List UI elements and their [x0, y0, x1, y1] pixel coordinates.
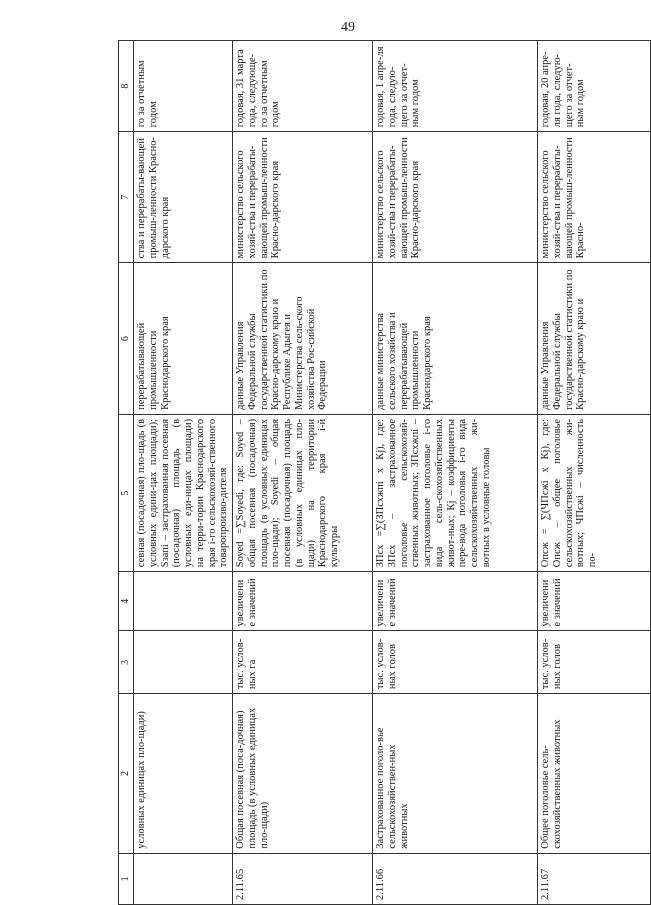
row-number-cell: 2.11.66 [373, 853, 538, 904]
trend-cell: увеличение значений [233, 572, 373, 631]
responsible-cell: министерство сельского хозяй-ства и перерабаты-вающей промыш-ленности Красно- [538, 132, 651, 263]
formula-cell: Опсж = ∑(ЧПсжi x Кj), где: Опсж – общее поголовье сельскохозяйственных жи-вотных; ЧПсжi – численность по- [538, 414, 651, 571]
unit-cell: тыс. услов-ных голов [373, 631, 538, 694]
source-cell: данные министерства сельского хозяйства и перерабатывающей промышленности Краснодарского края [373, 263, 538, 415]
indicator-name-cell: Общее поголовье сель-скохозяйственных животных [538, 694, 651, 854]
periodicity-cell: годовая, 20 апре-ля года, следую-щего за отчет-ным годом [538, 41, 651, 132]
header-cell: 6 [119, 263, 134, 415]
indicator-table-frame [118, 40, 598, 905]
source-cell: перерабатывающей промышленности Краснодарского края [134, 263, 233, 415]
header-cell: 1 [119, 853, 134, 904]
header-cell: 8 [119, 41, 134, 132]
unit-cell: тыс. услов-ных голов [538, 631, 651, 694]
source-cell: данные Управления Федеральной службы государственной статистики по Красно-дарскому краю и [538, 263, 651, 415]
formula-cell: Sоуеd =∑Sоуеdi, где: Sоуеd – общая посевная (посадочная) площадь (в условных единицах пло-щади); Sоуеdi – общая посевная (посадочная) площадь (в условных единицах пло-щади) на территории Краснодарского края i-й культуры [233, 414, 373, 571]
rotated-table [118, 40, 598, 905]
periodicity-cell: го за отчетным годом [134, 41, 233, 132]
table-row [233, 41, 373, 905]
trend-cell: увеличение значений [538, 572, 651, 631]
indicator-name-cell: Общая посевная (поса-дочная) площадь (в условных единицах пло-щади) [233, 694, 373, 854]
indicator-table [118, 40, 651, 905]
indicator-name-cell: Застрахованное поголо-вье сельскохозяйствен-ных животных [373, 694, 538, 854]
responsible-cell: ства и перерабаты-вающей промыш-ленности Красно-дарского края [134, 132, 233, 263]
indicator-name-cell: условных единицах пло-щади) [134, 694, 233, 854]
header-cell: 5 [119, 414, 134, 571]
unit-cell [134, 631, 233, 694]
header-cell: 2 [119, 694, 134, 854]
periodicity-cell: годовая, 1 апре-ля года, следую-щего за отчет-ным годом [373, 41, 538, 132]
trend-cell [134, 572, 233, 631]
header-cell: 7 [119, 132, 134, 263]
row-number-cell: 2.11.65 [233, 853, 373, 904]
formula-cell: ЗПсх =∑(ЗПсхжпi x Кj), где: ЗПсх – застрахованное поголовье сельскохозяй-ственных животных; ЗПсхжпi – застрахованное поголовье i-го вида сель-скохозяйственных живот-ных; Кj – коэффициенты пере-вода поголовья i-го вида сельскохозяйственных жи-вотных в условные головы [373, 414, 538, 571]
header-cell: 3 [119, 631, 134, 694]
table-row [538, 41, 651, 905]
trend-cell: увеличение значений [373, 572, 538, 631]
table-row [134, 41, 233, 905]
header-cell: 4 [119, 572, 134, 631]
header-row [119, 41, 134, 905]
responsible-cell: министерство сельского хозяй-ства и перерабаты-вающей промыш-ленности Красно-дарского края [233, 132, 373, 263]
table-row [373, 41, 538, 905]
page-number: 49 [341, 20, 355, 35]
unit-cell: тыс. услов-ных га [233, 631, 373, 694]
row-number-cell: 2.11.67 [538, 853, 651, 904]
source-cell: данные Управления Федеральной службы государственной статистики по Красно-дарскому краю и Республике Адыгея и Министерства сель-ского хозяйства Рос-сийской Федерации [233, 263, 373, 415]
formula-cell: севная (посадочная) пло-щадь (в условных едини-цах площади); Sзапi – застрахованная посевная (посадочная) площадь (в условных еди-ницах площади) на терри-тории Краснодарского края i-го сельскохозяй-ственного товаропроизво-дителя [134, 414, 233, 571]
periodicity-cell: годовая, 31 марта года, следующе-го за отчетным годом [233, 41, 373, 132]
responsible-cell: министерство сельского хозяй-ства и перерабаты-вающей промыш-ленности Красно-дарского края [373, 132, 538, 263]
row-number-cell [134, 853, 233, 904]
